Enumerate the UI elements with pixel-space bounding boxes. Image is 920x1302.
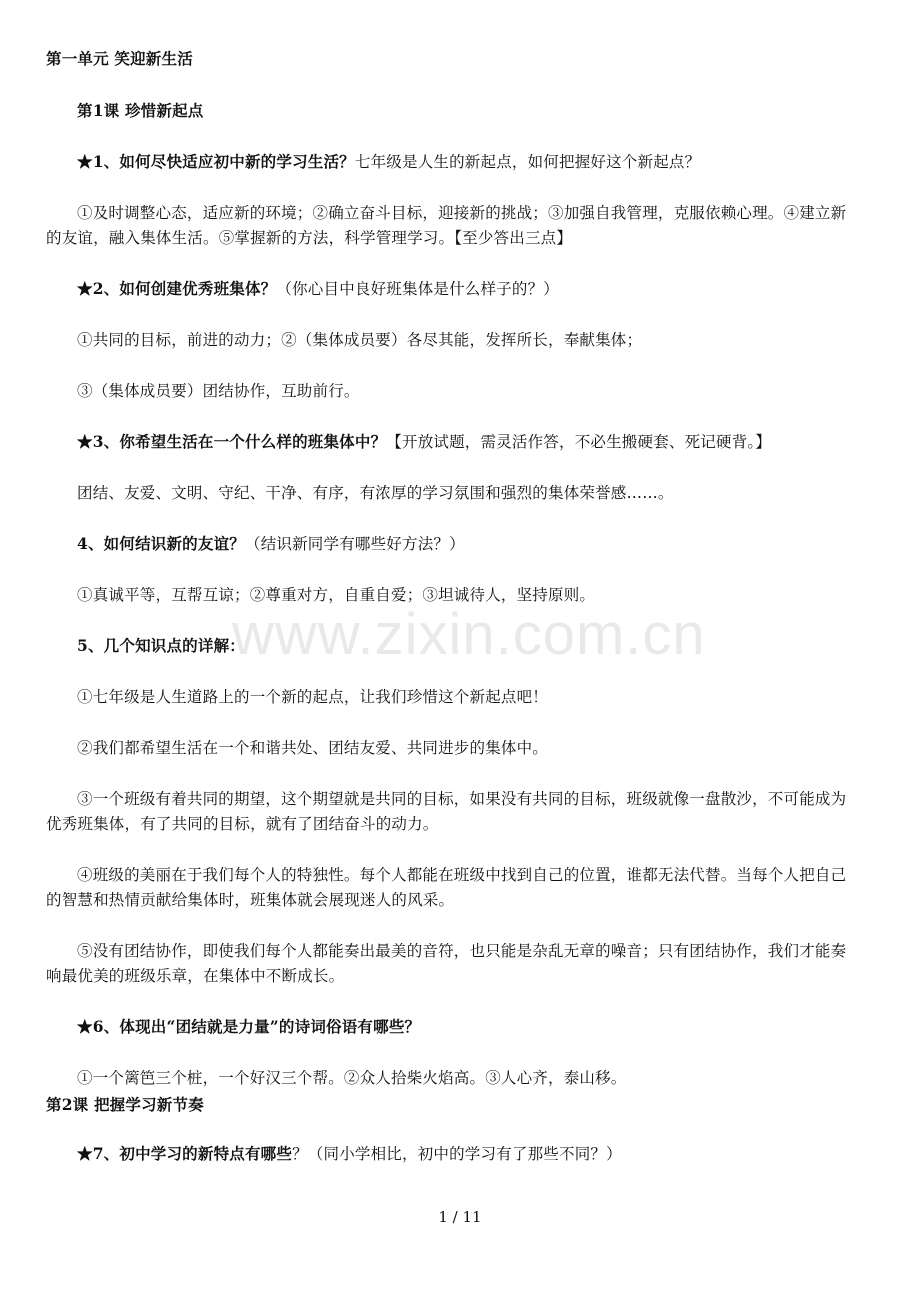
page-indicator: 1 / 11 <box>438 1208 482 1226</box>
q5-heading: 5、几个知识点的详解： <box>77 636 245 655</box>
q3-answer-line1: 团结、友爱、文明、守纪、干净、有序，有浓厚的学习氛围和强烈的集体荣誉感……。 <box>77 484 674 502</box>
q5-point3-line1: ③一个班级有着共同的期望，这个期望就是共同的目标，如果没有共同的目标，班级就像一盘散沙，不可能成为 <box>77 790 847 808</box>
q3-heading-line <box>77 432 771 452</box>
q5-point5-line2: 响最优美的班级乐章，在集体中不断成长。 <box>46 967 345 985</box>
q7-heading: ★7、初中学习的新特点有哪些 <box>77 1144 293 1163</box>
q4-heading-tail: （结识新同学有哪些好方法？） <box>245 535 465 553</box>
q2-answer-line1: ①共同的目标，前进的动力；②（集体成员要）各尽其能，发挥所长，奉献集体； <box>77 331 643 349</box>
q4-heading-line <box>77 534 465 554</box>
q5-point1: ①七年级是人生道路上的一个新的起点，让我们珍惜这个新起点吧！ <box>77 688 549 706</box>
q5-point3-line2: 优秀班集体，有了共同的目标，就有了团结奋斗的动力。 <box>46 815 439 833</box>
q5-point5-line1: ⑤没有团结协作，即使我们每个人都能奏出最美的音符，也只能是杂乱无章的噪音；只有团结协作，我们才能奏 <box>77 942 847 960</box>
q1-heading: ★1、如何尽快适应初中新的学习生活？ <box>77 152 355 171</box>
q7-heading-line <box>77 1144 622 1164</box>
q5-point2: ②我们都希望生活在一个和谐共处、团结友爱、共同进步的集体中。 <box>77 739 549 757</box>
q2-heading: ★2、如何创建优秀班集体？ <box>77 279 277 298</box>
q1-heading-line <box>77 152 700 172</box>
q4-heading: 4、如何结识新的友谊？ <box>77 534 245 553</box>
q7-heading-tail: ？（同小学相比，初中的学习有了那些不同？） <box>292 1145 622 1163</box>
unit-title: 第一单元 笑迎新生活 <box>46 49 193 68</box>
q6-heading: ★6、体现出“团结就是力量”的诗词俗语有哪些？ <box>77 1017 421 1036</box>
watermark: www.zixin.com.cn <box>232 602 706 667</box>
q1-answer-line1: ①及时调整心态，适应新的环境；②确立奋斗目标，迎接新的挑战；③加强自我管理，克服依赖心理。④建立新 <box>77 204 847 222</box>
q6-answer-line1: ①一个篱笆三个桩，一个好汉三个帮。②众人拾柴火焰高。③人心齐，泰山移。 <box>77 1069 627 1087</box>
q1-heading-tail: 七年级是人生的新起点，如何把握好这个新起点？ <box>354 153 701 171</box>
q4-answer-line1: ①真诚平等，互帮互谅；②尊重对方，自重自爱；③坦诚待人，坚持原则。 <box>77 586 596 604</box>
q3-heading: ★3、你希望生活在一个什么样的班集体中？ <box>77 432 387 451</box>
q2-heading-tail: （你心目中良好班集体是什么样子的？） <box>276 280 559 298</box>
q5-point4-line2: 的智慧和热情贡献给集体时，班集体就会展现迷人的风采。 <box>46 891 455 909</box>
q3-heading-tail: 【开放试题，需灵活作答，不必生搬硬套、死记硬背。】 <box>386 433 772 451</box>
lesson2-title: 第2课 把握学习新节奏 <box>46 1095 204 1114</box>
q2-heading-line <box>77 279 559 299</box>
q1-answer-line2: 的友谊，融入集体生活。⑤掌握新的方法，科学管理学习。【至少答出三点】 <box>46 229 573 247</box>
q2-answer-line2: ③（集体成员要）团结协作，互助前行。 <box>77 382 360 400</box>
lesson1-title: 第1课 珍惜新起点 <box>77 101 204 120</box>
q5-point4-line1: ④班级的美丽在于我们每个人的特独性。每个人都能在班级中找到自己的位置，谁都无法代替。当每个人把自己 <box>77 866 847 884</box>
